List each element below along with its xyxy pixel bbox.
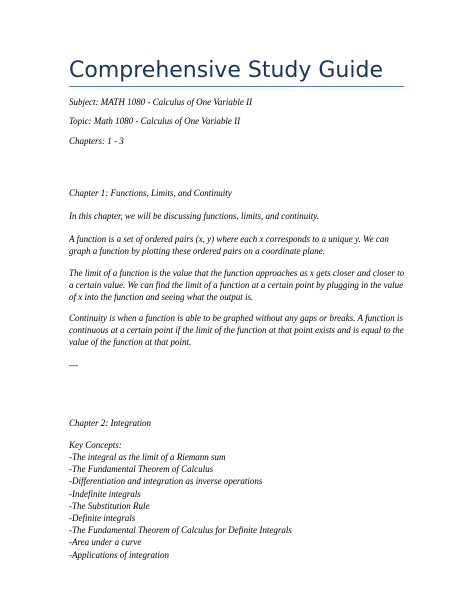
- chapters-line: Chapters: 1 - 3: [69, 136, 124, 146]
- list-item: -Definite integrals: [69, 513, 136, 524]
- title-underline: [69, 86, 404, 87]
- document-title: Comprehensive Study Guide: [69, 58, 383, 83]
- list-item: -Applications of integration: [69, 549, 169, 560]
- function-paragraph: A function is a set of ordered pairs (x, y) where each x corresponds to a unique y. We can graph a function by plotting these ordered pairs on a coordinate plane.: [69, 234, 389, 257]
- continuity-paragraph: Continuity is when a function is able to be graphed without any gaps or breaks. A function is continuous at a certain point if the limit of the function at that point exists and is equal to the value of the function at that point.: [69, 313, 404, 348]
- limit-paragraph: The limit of a function is the value that the function approaches as x gets closer and closer to a certain value. We can find the limit of a function at a certain point by plugging in the value of x into the function and seeing what the output is.: [69, 268, 405, 303]
- list-item: -Differentiation and integration as inverse operations: [69, 476, 263, 487]
- list-item: -Indefinite integrals: [69, 488, 141, 499]
- topic-line: Topic: Math 1080 - Calculus of One Variable II: [69, 116, 241, 126]
- chapter1-heading: Chapter 1: Functions, Limits, and Continuity: [69, 188, 232, 198]
- list-item: -The integral as the limit of a Riemann sum: [69, 452, 226, 462]
- list-item: -The Fundamental Theorem of Calculus: [69, 464, 214, 475]
- key-concepts-label: Key Concepts:: [69, 440, 122, 450]
- chapter2-heading: Chapter 2: Integration: [69, 418, 151, 428]
- key-concepts-list: [69, 451, 409, 561]
- subject-line: Subject: MATH 1080 - Calculus of One Variable II: [69, 97, 253, 107]
- list-item: -Area under a curve: [69, 537, 142, 548]
- list-item: -The Fundamental Theorem of Calculus for Definite Integrals: [69, 525, 292, 536]
- list-item: -The Substitution Rule: [69, 500, 150, 511]
- chapter1-intro: In this chapter, we will be discussing functions, limits, and continuity.: [69, 211, 319, 221]
- section-separator: ---: [69, 360, 78, 370]
